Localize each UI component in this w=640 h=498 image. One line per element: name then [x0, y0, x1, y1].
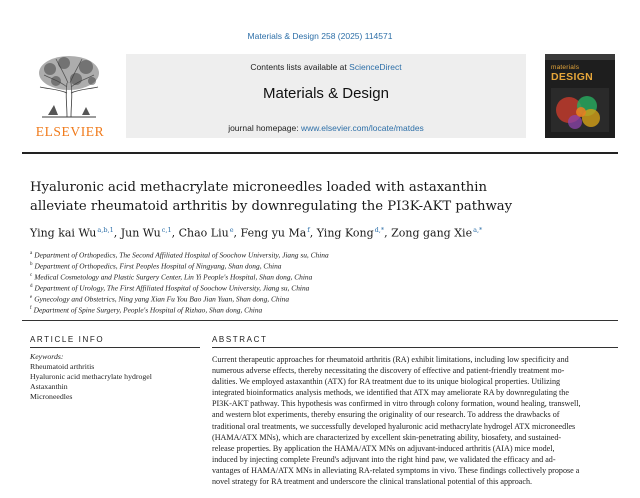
keyword-item: Rheumatoid arthritis — [30, 362, 95, 371]
affiliation-text: Department of Orthopedics, First Peoples Hospital of Ningyang, Shan dong, China — [34, 261, 282, 271]
elsevier-tree-icon — [34, 53, 104, 119]
section-divider — [22, 320, 618, 321]
contents-line — [126, 62, 526, 72]
publisher-name: ELSEVIER — [35, 124, 105, 139]
abstract-line: novel strategy for RA treatment and underscore the clinical translational potential of this approach. — [212, 477, 533, 487]
affiliation-item — [30, 293, 620, 304]
affiliation-key: f — [30, 306, 32, 312]
affiliation-key: b — [30, 262, 33, 268]
article-title-line: Hyaluronic acid methacrylate microneedles loaded with astaxanthin — [30, 180, 487, 195]
author-name[interactable]: Zong gang Xie — [391, 226, 473, 240]
cover-small-title: materials — [551, 64, 580, 71]
affiliation-text: Department of Spine Surgery, People's Hospital of Rizhao, Shan dong, China — [33, 305, 263, 315]
abstract-line: numerous adverse effects, thereby necessitating the discovery of effective and patient-friendly treatment mo- — [212, 366, 565, 376]
abstract-line: (HAMA/ATX MNs), which are characterized by excellent skin-penetrating ability, biosafety, and sustained- — [212, 432, 562, 442]
homepage-link[interactable]: www.elsevier.com/locate/matdes — [300, 123, 424, 133]
keyword-item: Microneedles — [30, 392, 73, 401]
journal-header — [22, 51, 618, 147]
affiliation-text: Gynecology and Obstetrics, Ning yang Xian Fu You Bao Jian Yuan, Shan dong, China — [34, 294, 290, 304]
abstract-line: vantages of HAMA/ATX MNs in alleviating RA-related symptoms in vivo. These findings collectively propose a — [212, 465, 580, 475]
sciencedirect-link[interactable]: ScienceDirect — [349, 62, 402, 72]
affiliation-item — [30, 282, 620, 293]
homepage-line — [126, 123, 526, 133]
affiliation-list — [30, 249, 620, 315]
author-list: Ying kai Wu$^{a,b,1}$, Jun Wu$^{c,1}$, Chao Liu$^e$, Feng yu Ma$^f$, Ying Kong$^{d,*}$, Zong gang Xie$^{a,*}$ — [30, 226, 483, 240]
affiliation-key: e — [30, 295, 33, 301]
author-affil-marker[interactable]: c,1 — [161, 226, 172, 234]
keywords-block — [30, 352, 200, 402]
cover-big-title: DESIGN — [551, 71, 594, 83]
affiliation-text: Medical Cosmetology and Plastic Surgery Center, Lin Yi People's Hospital, Shan dong, China — [34, 272, 313, 282]
affiliation-item — [30, 249, 620, 260]
affiliation-item — [30, 260, 620, 271]
author-affil-marker[interactable]: d,* — [374, 226, 385, 234]
author-name[interactable]: Chao Liu — [178, 226, 229, 240]
article-info-rule — [30, 347, 200, 348]
affiliation-text: Department of Urology, The First Affiliated Hospital of Soochow University, Jiang su, China — [34, 283, 310, 293]
contents-prefix: Contents lists available at — [250, 62, 347, 72]
journal-title[interactable]: Materials & Design — [263, 85, 389, 102]
abstract-line: release properties. By application the HAMA/ATX MNs on adjuvant-induced arthritis (AIA) mice model, — [212, 443, 555, 453]
affiliation-item — [30, 304, 620, 315]
affiliation-item — [30, 271, 620, 282]
affiliation-key: c — [30, 273, 33, 279]
abstract-line: integrated bioinformatics analysis methods, we identified that ATX may ameliorate RA by downregulating the — [212, 388, 569, 398]
abstract-line: traditional oral treatments, we successfully developed hyaluronic acid methacrylate hydrogel ATX microneedles — [212, 421, 576, 431]
elsevier-logo[interactable] — [28, 53, 110, 141]
author-affil-marker[interactable]: e — [229, 226, 234, 234]
journal-reference[interactable]: Materials & Design 258 (2025) 114571 — [247, 31, 393, 41]
cover-image-icon — [551, 88, 609, 132]
abstract-line: dalities. We employed astaxanthin (ATX) for RA treatment due to its unique biological properties. Utilizing — [212, 377, 561, 387]
author-affil-marker[interactable]: f — [307, 226, 310, 234]
keyword-item: Astaxanthin — [30, 382, 68, 391]
affiliation-key: d — [30, 284, 33, 290]
affiliation-text: Department of Orthopedics, The Second Affiliated Hospital of Soochow University, Jiang su, China — [34, 250, 329, 260]
author-name[interactable]: Feng yu Ma — [240, 226, 307, 240]
abstract-body — [212, 354, 616, 487]
abstract-line: induced by injecting complete Freund's adjuvant into the right hind paw, we validated the efficacy and ad- — [212, 454, 556, 464]
abstract-line: Current therapeutic approaches for rheumatoid arthritis (RA) exhibit limitations, including low specificity and — [212, 355, 569, 364]
homepage-prefix: journal homepage: — [228, 123, 299, 133]
keywords-label: Keywords: — [30, 352, 64, 361]
author-name[interactable]: Ying kai Wu — [30, 226, 97, 240]
article-info-heading: ARTICLE INFO — [30, 335, 105, 344]
affiliation-key: a — [30, 251, 33, 256]
abstract-line: and western blot experiments, thereby ensuring the originality of our research. To address the drawbacks of — [212, 410, 560, 420]
abstract-line: PI3K-AKT pathway. This hypothesis was confirmed in vitro through colony formation, wound healing, transwell, — [212, 399, 581, 409]
author-affil-marker[interactable]: a,b,1 — [97, 226, 114, 234]
cover-top-band — [545, 54, 615, 60]
author-name[interactable]: Ying Kong — [316, 226, 374, 240]
article-title-line: alleviate rheumatoid arthritis by downregulating the PI3K-AKT pathway — [30, 199, 513, 214]
author-name[interactable]: Jun Wu — [120, 226, 161, 240]
abstract-heading: ABSTRACT — [212, 335, 268, 344]
author-affil-marker[interactable]: a,* — [473, 226, 483, 234]
keyword-item: Hyaluronic acid methacrylate hydrogel — [30, 372, 152, 381]
journal-cover[interactable] — [545, 54, 615, 138]
article-title — [30, 178, 620, 216]
header-divider — [22, 152, 618, 154]
abstract-rule — [212, 347, 618, 348]
journal-banner — [126, 54, 526, 138]
